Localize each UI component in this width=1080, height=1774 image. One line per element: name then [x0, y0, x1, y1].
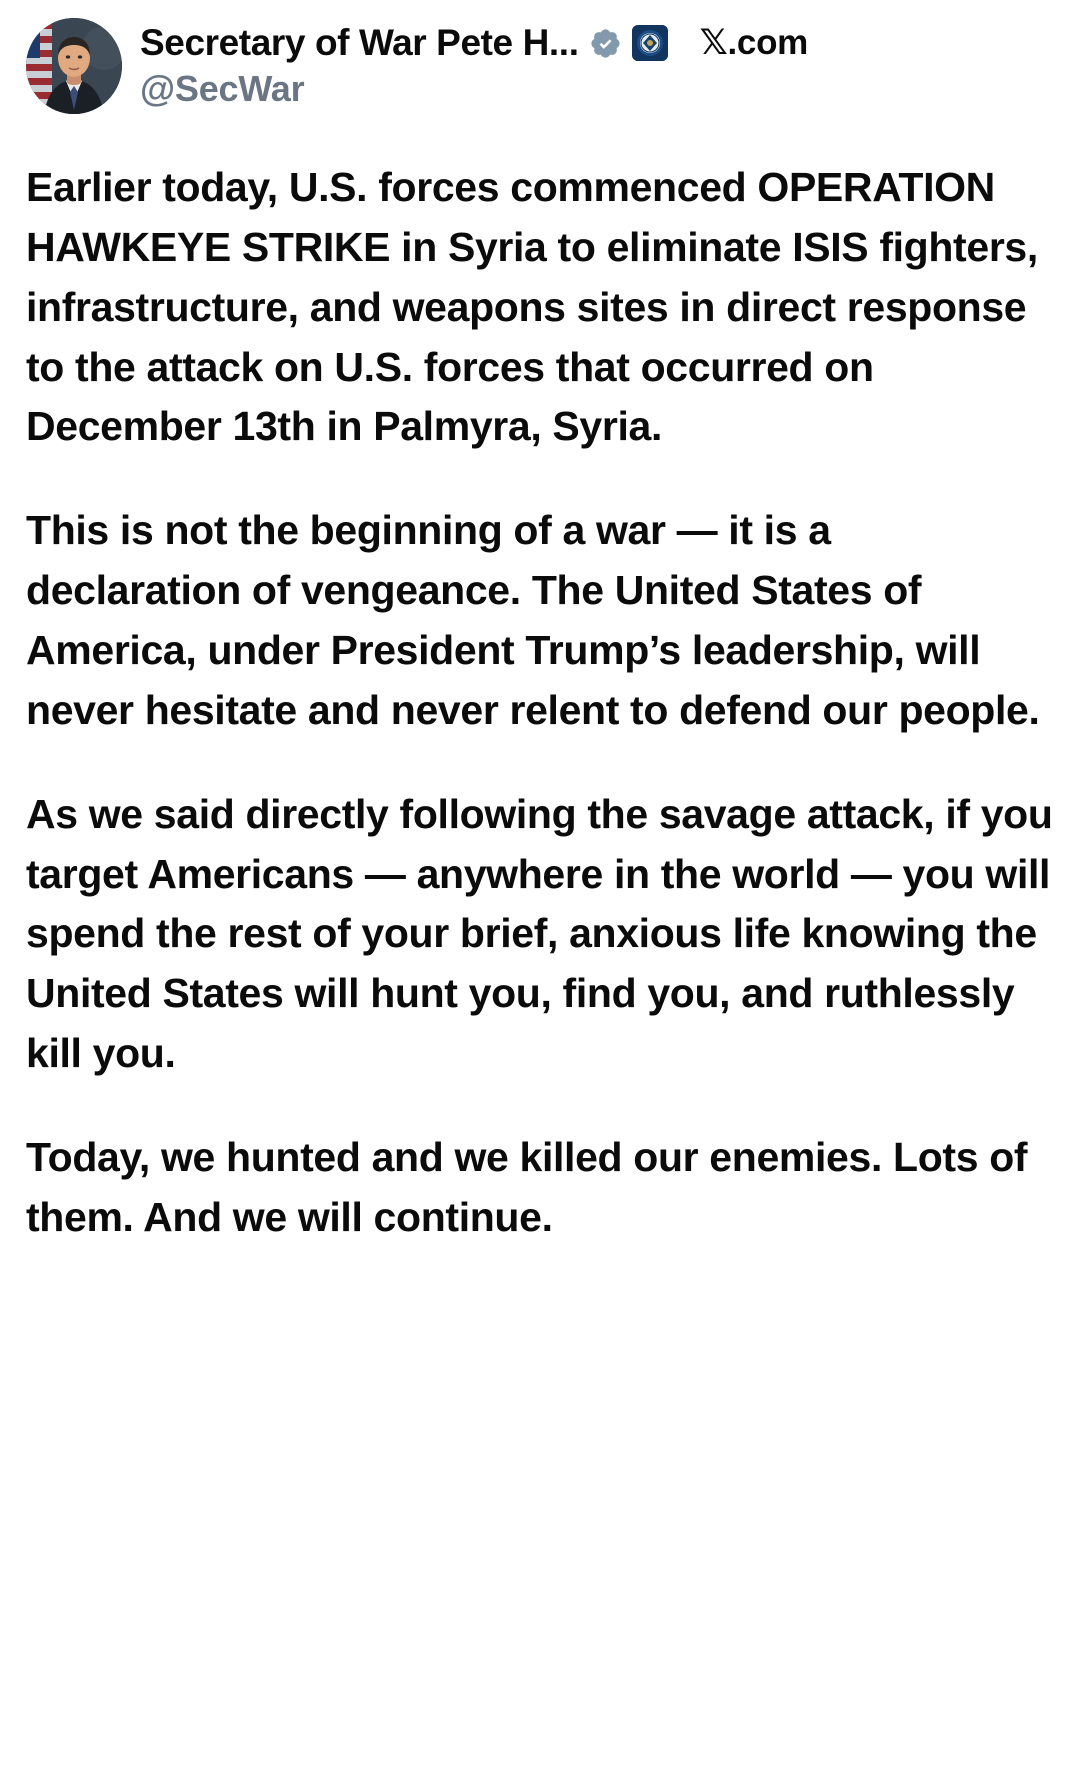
source-domain-label	[700, 23, 808, 63]
tweet-paragraph-3: As we said directly following the savage attack, if you target Americans — anywhere in the world — you will spend the rest of your brief, anxious life knowing the United States will hunt you, find you, and ruthlessly kill you.	[26, 790, 1064, 1077]
tweet-header	[26, 14, 1054, 114]
department-of-war-seal-icon[interactable]	[632, 25, 668, 61]
avatar[interactable]	[26, 18, 122, 114]
tweet-paragraph-2: This is not the beginning of a war — it is a declaration of vengeance. The United States of America, under President Trump’s leadership, will never hesitate and never relent to defend our people.	[26, 507, 1040, 733]
author-info	[140, 18, 1054, 110]
tweet-paragraph-4: Today, we hunted and we killed our enemies. Lots of them. And we will continue.	[26, 1134, 1039, 1240]
author-handle[interactable]: @SecWar	[140, 67, 305, 109]
author-display-name: Secretary of War Pete H...	[140, 22, 579, 63]
source-domain-suffix: .com	[727, 23, 808, 63]
author-name-row	[140, 22, 1054, 65]
x-logo-icon: 𝕏	[699, 23, 728, 64]
profile-photo-avatar	[26, 18, 122, 114]
verified-check-icon	[589, 27, 622, 60]
tweet-paragraph-1: Earlier today, U.S. forces commenced OPERATION HAWKEYE STRIKE in Syria to eliminate ISIS fighters, infrastructure, and weapons sites in direct response to the attack on U.S. forces that occurred on December 13th in Palmyra, Syria.	[26, 164, 1049, 450]
tweet-text	[26, 158, 1064, 1248]
